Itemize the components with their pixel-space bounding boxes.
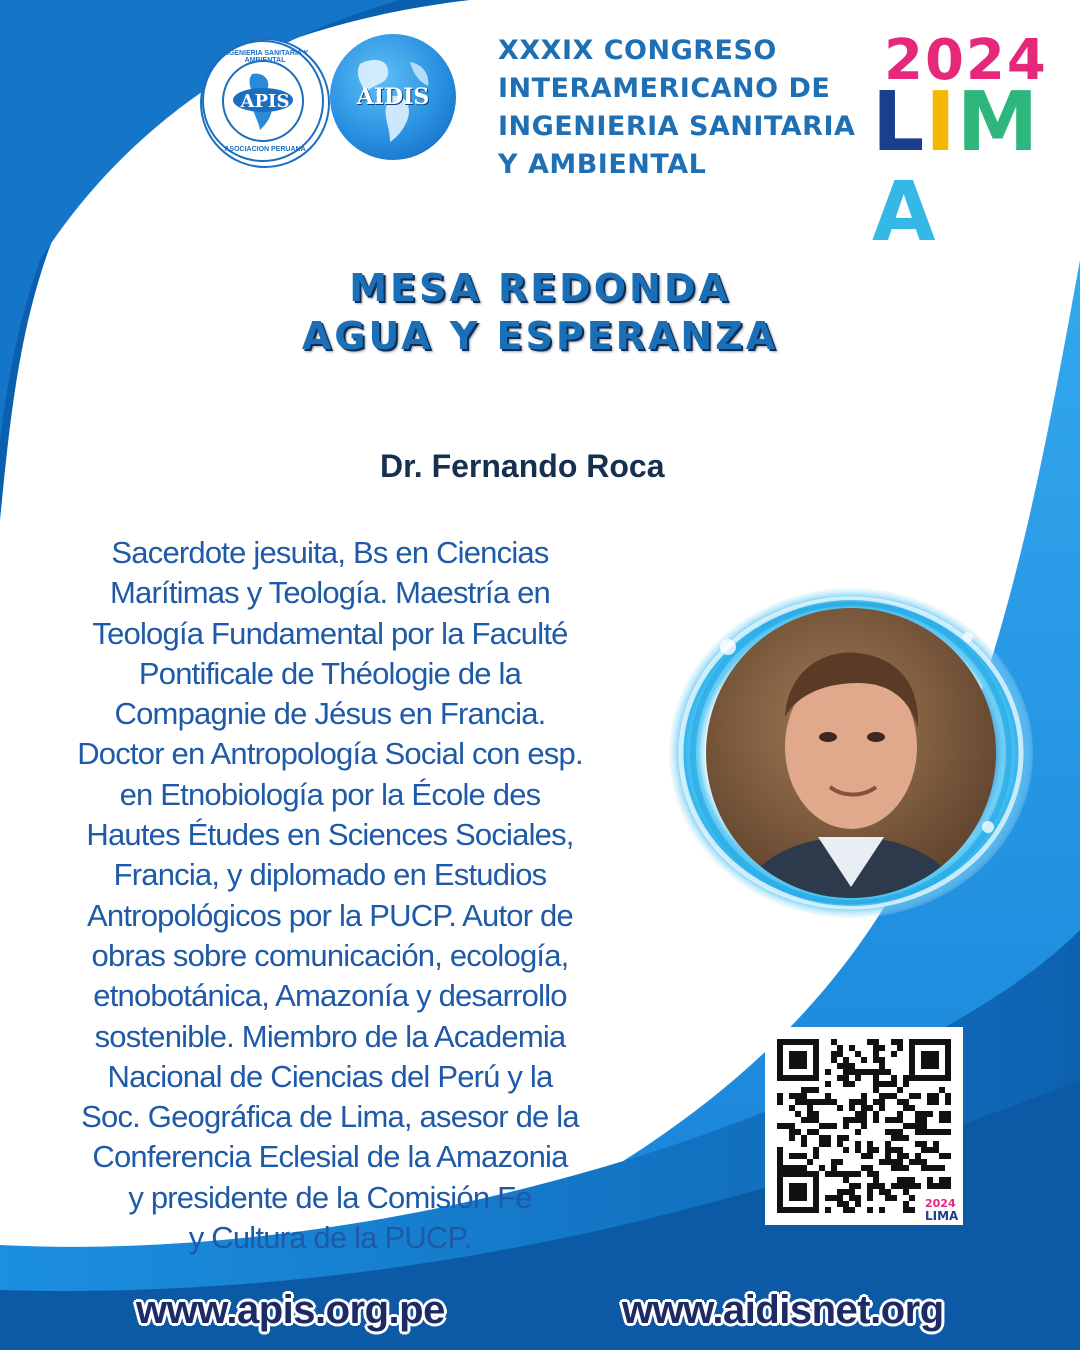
water-ring-icon — [668, 587, 1034, 919]
event-year: 2024 — [884, 28, 1048, 93]
bio-line: Hautes Études en Sciences Sociales, — [86, 817, 574, 853]
qr-badge-city: LIMA — [925, 1209, 959, 1223]
bio-line: Doctor en Antropología Social con esp. — [77, 736, 583, 772]
bio-line: sostenible. Miembro de la Academia — [94, 1018, 566, 1054]
congress-title-line: INGENIERIA SANITARIA — [498, 111, 856, 142]
bio-line: Francia, y diplomado en Estudios — [113, 857, 547, 893]
footer-url-apis[interactable]: www.apis.org.pe — [136, 1288, 445, 1332]
footer-url-aidis[interactable]: www.aidisnet.org — [622, 1288, 944, 1332]
apis-logo-icon — [200, 38, 330, 168]
apis-ring-top-text: INGENIERIA SANITARIA Y AMBIENTAL — [221, 50, 309, 64]
aidis-globe-icon — [330, 34, 456, 160]
bio-line: Pontificale de Théologie de la — [138, 655, 522, 691]
congress-title-line: Y AMBIENTAL — [498, 149, 707, 180]
bio-line: Nacional de Ciencias del Perú y la — [107, 1058, 553, 1094]
qr-badge-year: 2024 — [925, 1197, 956, 1210]
city-letter: M — [956, 75, 1040, 170]
session-title-line1: MESA REDONDA — [349, 266, 731, 310]
city-letter: A — [872, 165, 937, 260]
bio-line: Antropológicos por la PUCP. Autor de — [87, 897, 573, 933]
bio-line: Conferencia Eclesial de la Amazonia — [92, 1139, 568, 1175]
bio-line: en Etnobiología por la École des — [119, 776, 541, 812]
bio-line: Soc. Geográfica de Lima, asesor de la — [81, 1099, 579, 1135]
session-title-line2: AGUA Y ESPERANZA — [301, 314, 779, 358]
bio-line: Compagnie de Jésus en Francia. — [114, 696, 546, 732]
congress-title-line: XXXIX CONGRESO — [498, 35, 777, 66]
bio-line: etnobotánica, Amazonía y desarrollo — [93, 978, 567, 1014]
city-letter: L — [872, 75, 926, 170]
congress-title — [498, 32, 858, 184]
bio-line: y presidente de la Comisión Fe — [128, 1179, 532, 1215]
bio-line: y Cultura de la PUCP. — [188, 1220, 472, 1256]
bio-line: Sacerdote jesuita, Bs en Ciencias — [111, 535, 549, 570]
city-letter: I — [925, 75, 957, 170]
qr-code-icon[interactable] — [765, 1027, 963, 1225]
congress-title-line: INTERAMERICANO DE — [498, 73, 831, 104]
speaker-bio — [20, 533, 640, 1258]
speaker-name: Dr. Fernando Roca — [380, 448, 665, 484]
aidis-logo-label: AIDIS — [356, 84, 430, 110]
apis-logo-label: APIS — [240, 91, 290, 112]
bio-line: Marítimas y Teología. Maestría en — [110, 575, 550, 611]
bio-line: Teología Fundamental por la Faculté — [92, 615, 568, 651]
bio-line: obras sobre comunicación, ecología, — [91, 937, 569, 973]
event-city — [872, 75, 1062, 260]
apis-ring-bottom-text: ASOCIACION PERUANA — [224, 146, 306, 153]
